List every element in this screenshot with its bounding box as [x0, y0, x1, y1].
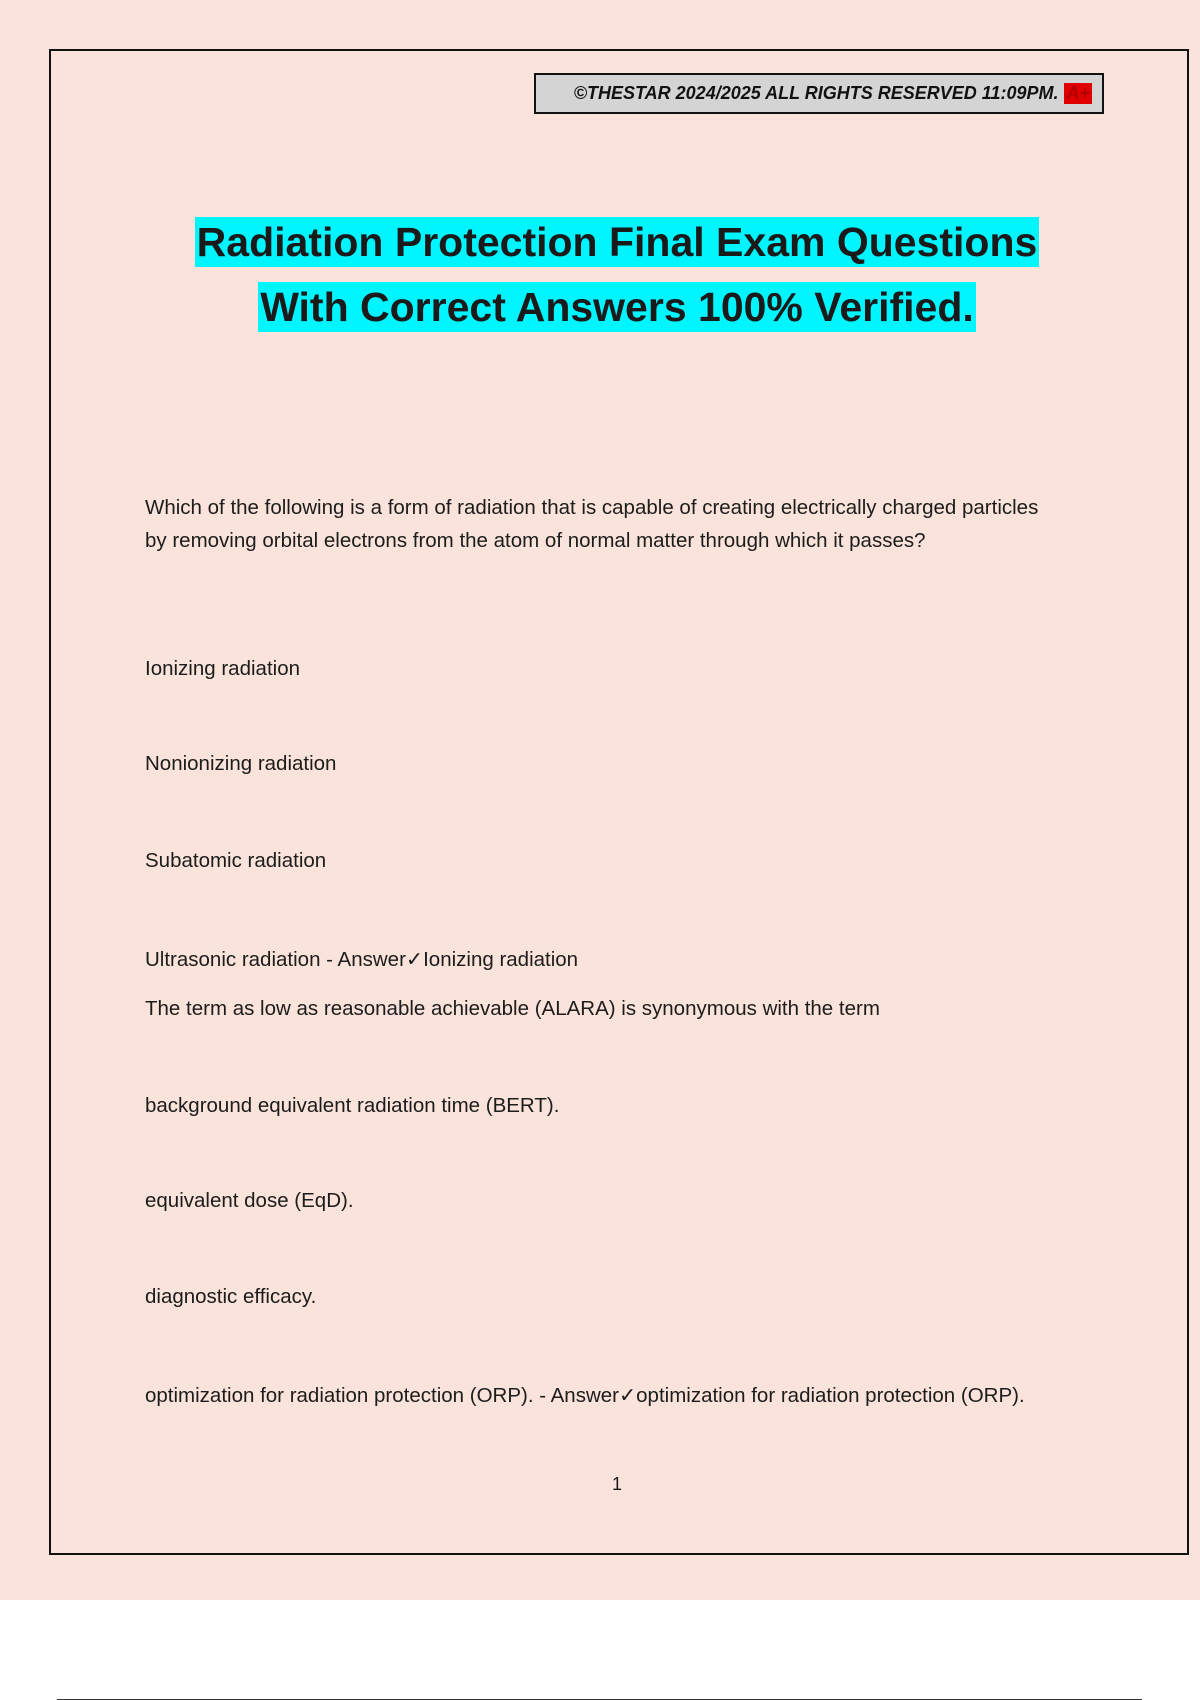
question-1: Which of the following is a form of radiation that is capable of creating electrically charged particles by removing orbital electrons from the atom of normal matter through which it passes? [145, 496, 1039, 552]
option-ultrasonic-answer: Ultrasonic radiation - Answer✓Ionizing radiation [145, 948, 579, 971]
option-ionizing: Ionizing radiation [145, 657, 300, 680]
copyright-notice: ©THESTAR 2024/2025 ALL RIGHTS RESERVED 11:09PM. [573, 83, 1059, 103]
page-title [0, 210, 1200, 340]
question-2: The term as low as reasonable achievable (ALARA) is synonymous with the term [145, 997, 880, 1020]
grade-badge: A+ [1066, 83, 1090, 103]
title-line-2: With Correct Answers 100% Verified. [260, 284, 974, 330]
option-efficacy: diagnostic efficacy. [145, 1285, 317, 1308]
option-subatomic: Subatomic radiation [145, 849, 327, 872]
option-bert: background equivalent radiation time (BERT). [145, 1094, 560, 1117]
option-nonionizing: Nonionizing radiation [145, 752, 337, 775]
option-eqd: equivalent dose (EqD). [145, 1189, 354, 1212]
page-number: 1 [611, 1474, 622, 1494]
copyright-header [534, 73, 1104, 114]
title-line-1: Radiation Protection Final Exam Questions [196, 219, 1038, 265]
option-orp-answer: optimization for radiation protection (ORP). - Answer✓optimization for radiation protection (ORP). [145, 1384, 1025, 1407]
